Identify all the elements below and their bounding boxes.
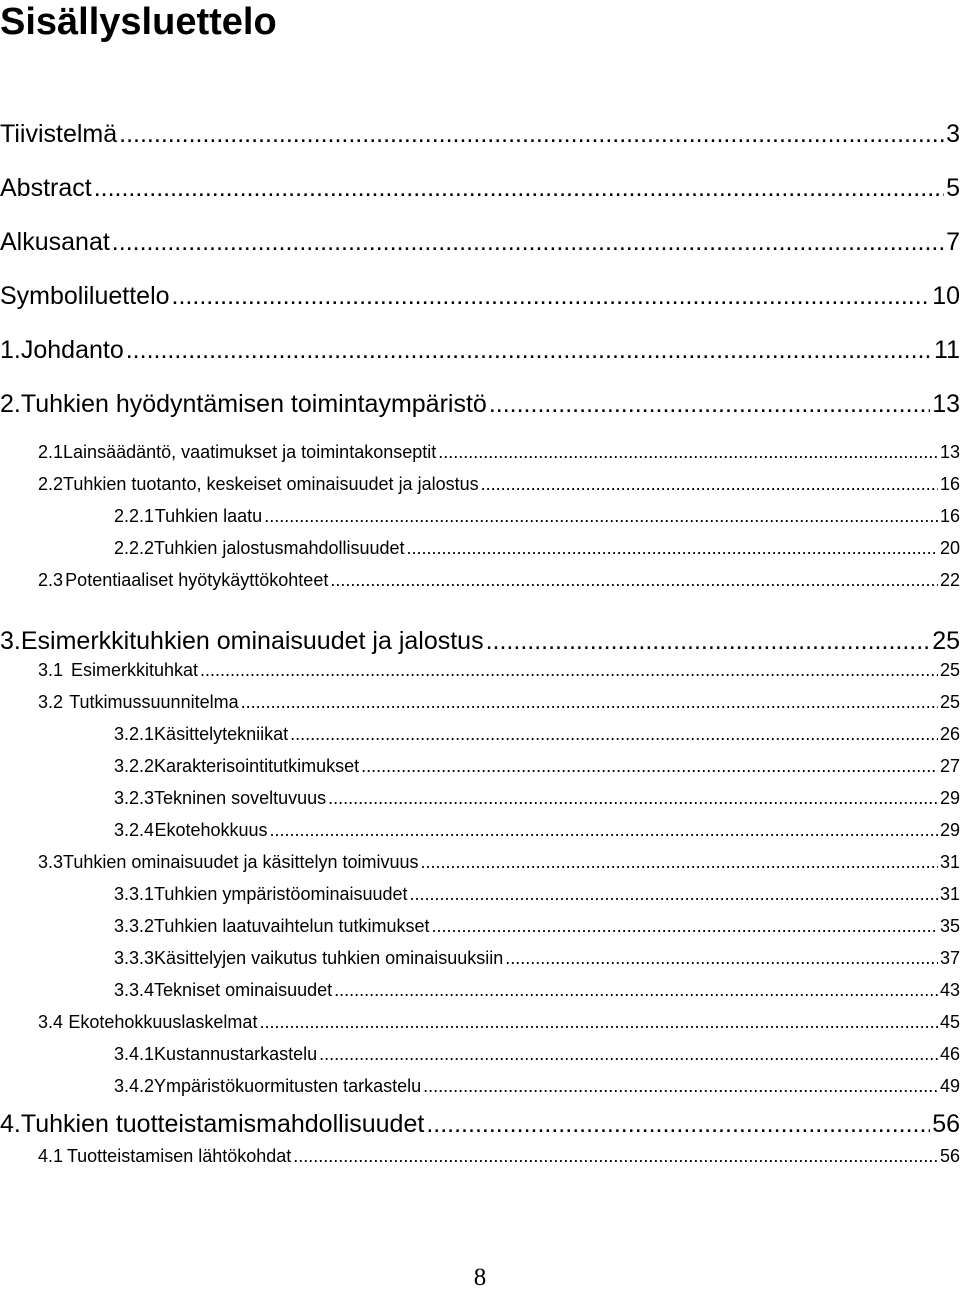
- toc-entry[interactable]: [0, 690, 960, 714]
- toc-entry[interactable]: [0, 118, 960, 150]
- toc-entry[interactable]: [0, 978, 960, 1002]
- toc-entry[interactable]: [0, 786, 960, 810]
- toc-entry[interactable]: [0, 1144, 960, 1168]
- toc-leader-dots: [330, 568, 938, 592]
- toc-entry[interactable]: [0, 1042, 960, 1066]
- toc-entry-page: 56: [939, 1146, 960, 1166]
- toc-entry-number: 2.2.1: [114, 506, 155, 526]
- toc-entry[interactable]: [0, 1010, 960, 1034]
- toc-entry-label: Ekotehokkuuslaskelmat: [68, 1012, 258, 1032]
- toc-entry-label: Alkusanat: [0, 228, 110, 256]
- toc-entry-number: 3.4.1: [114, 1044, 155, 1064]
- toc-leader-dots: [293, 1144, 938, 1168]
- toc-leader-dots: [259, 1010, 938, 1034]
- toc-entry[interactable]: [0, 226, 960, 258]
- toc-entry-label: Karakterisointitutkimukset: [154, 756, 360, 776]
- toc-entry-page: 29: [939, 788, 960, 808]
- toc-entry-page: 16: [939, 474, 960, 494]
- toc-leader-dots: [407, 536, 938, 560]
- toc-entry-number: 3.4: [38, 1012, 64, 1032]
- toc-entry-label: Johdanto: [20, 336, 124, 364]
- toc-entry-label: Tekniset ominaisuudet: [154, 980, 333, 1000]
- toc-entry-number: 4.: [0, 1110, 21, 1138]
- toc-leader-dots: [112, 226, 944, 258]
- toc-entry-page: 29: [939, 820, 960, 840]
- toc-entry-page: 20: [939, 538, 960, 558]
- toc-entry-page: 25: [932, 627, 960, 655]
- toc-leader-dots: [290, 722, 938, 746]
- toc-leader-dots: [334, 978, 938, 1002]
- toc-entry[interactable]: [0, 280, 960, 312]
- toc-entry-page: 31: [939, 852, 960, 872]
- toc-entry-number: 3.3: [38, 852, 64, 872]
- toc-entry-label: Tiivistelmä: [0, 120, 118, 148]
- toc-entry-number: 3.2.3: [114, 788, 155, 808]
- toc-entry[interactable]: [0, 504, 960, 528]
- toc-entry-number: 2.2.2: [114, 538, 155, 558]
- toc-leader-dots: [438, 440, 938, 464]
- toc-leader-dots: [328, 786, 938, 810]
- toc-leader-dots: [94, 172, 944, 204]
- toc-entry[interactable]: [0, 1108, 960, 1140]
- toc-entry-page: 43: [939, 980, 960, 1000]
- toc-entry[interactable]: [0, 1074, 960, 1098]
- toc-entry[interactable]: [0, 568, 960, 592]
- toc-leader-dots: [361, 754, 938, 778]
- toc-entry-page: 10: [932, 282, 960, 310]
- toc-entry-page: 13: [932, 390, 960, 418]
- toc-entry-number: 2.: [0, 390, 21, 418]
- toc-entry-number: 3.2.2: [114, 756, 155, 776]
- toc-entry[interactable]: [0, 440, 960, 464]
- toc-entry[interactable]: [0, 334, 960, 366]
- toc-entry-label: Abstract: [0, 174, 92, 202]
- toc-entry-label: Tutkimussuunnitelma: [69, 692, 239, 712]
- toc-entry-label: Symboliluettelo: [0, 282, 170, 310]
- toc-entry[interactable]: [0, 658, 960, 682]
- toc-entry-page: 27: [939, 756, 960, 776]
- toc-entry[interactable]: [0, 914, 960, 938]
- toc-entry-number: 3.3.3: [114, 948, 155, 968]
- toc-entry-label: Käsittelytekniikat: [154, 724, 289, 744]
- toc-entry-page: 25: [939, 692, 960, 712]
- toc-entry-page: 26: [939, 724, 960, 744]
- toc-leader-dots: [505, 946, 938, 970]
- toc-leader-dots: [270, 818, 938, 842]
- toc-entry-page: 22: [939, 570, 960, 590]
- toc-entry-page: 7: [946, 228, 960, 256]
- toc-entry-page: 11: [934, 336, 960, 364]
- toc-leader-dots: [423, 1074, 938, 1098]
- toc-entry-label: Tuotteistamisen lähtökohdat: [66, 1146, 292, 1166]
- toc-entry-page: 56: [932, 1110, 960, 1138]
- toc-entry-page: 31: [939, 884, 960, 904]
- toc-leader-dots: [426, 1108, 930, 1140]
- toc-entry-label: Ekotehokkuus: [154, 820, 268, 840]
- toc-entry-number: 2.1: [38, 442, 64, 462]
- toc-entry-page: 16: [939, 506, 960, 526]
- toc-leader-dots: [486, 625, 931, 657]
- toc-leader-dots: [241, 690, 938, 714]
- toc-entry-page: 13: [939, 442, 960, 462]
- toc-entry-page: 5: [946, 174, 960, 202]
- toc-entry-page: 46: [939, 1044, 960, 1064]
- toc-entry-label: Tuhkien jalostusmahdollisuudet: [154, 538, 405, 558]
- toc-entry-label: Tuhkien laatu: [154, 506, 263, 526]
- toc-leader-dots: [481, 472, 938, 496]
- toc-entry-page: 45: [939, 1012, 960, 1032]
- toc-entry[interactable]: [0, 882, 960, 906]
- toc-leader-dots: [172, 280, 931, 312]
- toc-entry-label: Ympäristökuormitusten tarkastelu: [154, 1076, 422, 1096]
- toc-leader-dots: [432, 914, 938, 938]
- toc-entry-page: 37: [939, 948, 960, 968]
- toc-entry-number: 3.3.2: [114, 916, 155, 936]
- toc-entry-number: 3.2: [38, 692, 64, 712]
- toc-leader-dots: [410, 882, 938, 906]
- toc-entry-page: 25: [939, 660, 960, 680]
- toc-leader-dots: [421, 850, 938, 874]
- toc-entry-number: 3.2.1: [114, 724, 155, 744]
- toc-leader-dots: [319, 1042, 938, 1066]
- toc-leader-dots: [264, 504, 938, 528]
- toc-entry-number: 3.: [0, 627, 21, 655]
- toc-entry-page: 35: [939, 916, 960, 936]
- toc-entry-number: 2.2: [38, 474, 64, 494]
- toc-entry-number: 4.1: [38, 1146, 64, 1166]
- toc-entry-label: Lainsäädäntö, vaatimukset ja toimintakonseptit: [63, 442, 437, 462]
- toc-entry-label: Tuhkien tuotanto, keskeiset ominaisuudet ja jalostus: [63, 474, 479, 494]
- page-title: Sisällysluettelo: [0, 1, 277, 43]
- toc-entry-page: 49: [939, 1076, 960, 1096]
- toc-entry-page: 3: [946, 120, 960, 148]
- toc-entry-label: Potentiaaliset hyötykäyttökohteet: [65, 570, 329, 590]
- toc-leader-dots: [489, 388, 930, 420]
- toc-entry[interactable]: [0, 536, 960, 560]
- toc-entry[interactable]: [0, 388, 960, 420]
- toc-entry-number: 3.1: [38, 660, 64, 680]
- toc-entry-number: 2.3: [38, 570, 64, 590]
- toc-entry-label: Tuhkien ympäristöominaisuudet: [154, 884, 408, 904]
- toc-entry-label: Tuhkien tuotteistamismahdollisuudet: [20, 1110, 425, 1138]
- toc-entry[interactable]: [0, 754, 960, 778]
- toc-entry[interactable]: [0, 818, 960, 842]
- toc-entry[interactable]: [0, 625, 960, 657]
- toc-entry-label: Tuhkien hyödyntämisen toimintaympäristö: [20, 390, 487, 418]
- toc-entry-label: Kustannustarkastelu: [154, 1044, 318, 1064]
- page-number: 8: [473, 1264, 487, 1291]
- toc-leader-dots: [126, 334, 932, 366]
- toc-entry-number: 3.3.4: [114, 980, 155, 1000]
- toc-entry[interactable]: [0, 850, 960, 874]
- toc-leader-dots: [200, 658, 938, 682]
- toc-entry[interactable]: [0, 172, 960, 204]
- toc-entry-label: Tekninen soveltuvuus: [154, 788, 327, 808]
- toc-entry[interactable]: [0, 946, 960, 970]
- toc-entry-label: Tuhkien laatuvaihtelun tutkimukset: [154, 916, 430, 936]
- toc-entry-label: Tuhkien ominaisuudet ja käsittelyn toimivuus: [63, 852, 419, 872]
- toc-entry-number: 3.4.2: [114, 1076, 155, 1096]
- toc-entry-number: 3.3.1: [114, 884, 155, 904]
- toc-entry[interactable]: [0, 722, 960, 746]
- toc-entry-number: 1.: [0, 336, 21, 364]
- toc-entry-number: 3.2.4: [114, 820, 155, 840]
- toc-entry-label: Esimerkkituhkien ominaisuudet ja jalostus: [20, 627, 484, 655]
- toc-entry[interactable]: [0, 472, 960, 496]
- toc-entry-label: Esimerkkituhkat: [71, 660, 199, 680]
- toc-leader-dots: [119, 118, 944, 150]
- toc-entry-label: Käsittelyjen vaikutus tuhkien ominaisuuksiin: [154, 948, 504, 968]
